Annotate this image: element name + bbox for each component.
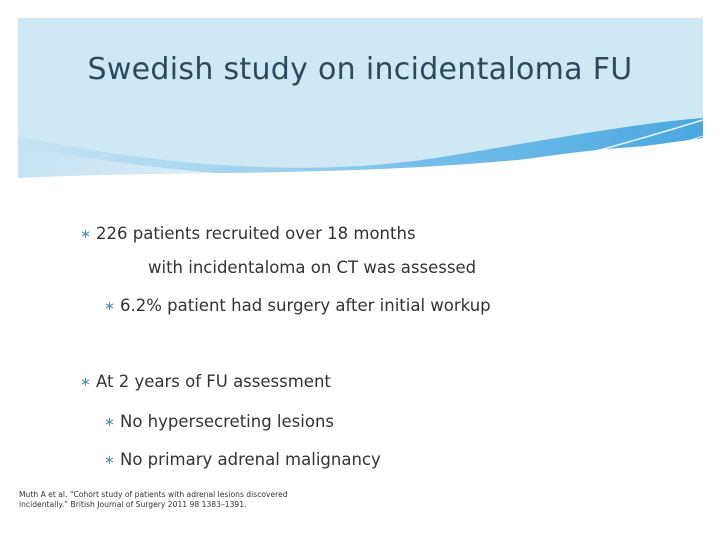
asterisk-bullet-icon: ∗	[80, 375, 91, 390]
wave-decoration	[18, 18, 703, 198]
sub-bullet-item	[104, 296, 491, 315]
asterisk-bullet-icon: ∗	[104, 415, 115, 430]
slide-title: Swedish study on incidentaloma FU	[87, 52, 633, 87]
asterisk-bullet-icon: ∗	[80, 227, 91, 242]
bullet-continuation: with incidentaloma on CT was assessed	[148, 258, 477, 277]
bullet-text: No primary adrenal malignancy	[120, 450, 381, 469]
asterisk-bullet-icon: ∗	[104, 453, 115, 468]
sub-bullet-item	[104, 450, 381, 469]
bullet-item	[80, 224, 416, 243]
citation: Muth A et al. “Cohort study of patients with adrenal lesions discovered incidentally.” British Journal of Surgery 2011 98 1383–1391.	[19, 490, 288, 509]
bullet-text: 226 patients recruited over 18 months	[96, 224, 416, 243]
sub-bullet-item	[104, 412, 334, 431]
bullet-text: No hypersecreting lesions	[120, 412, 335, 431]
bullet-text: 6.2% patient had surgery after initial workup	[120, 296, 491, 315]
bullet-item	[80, 372, 331, 391]
header-banner	[18, 18, 703, 198]
bullet-text: At 2 years of FU assessment	[96, 372, 331, 391]
asterisk-bullet-icon: ∗	[104, 299, 115, 314]
